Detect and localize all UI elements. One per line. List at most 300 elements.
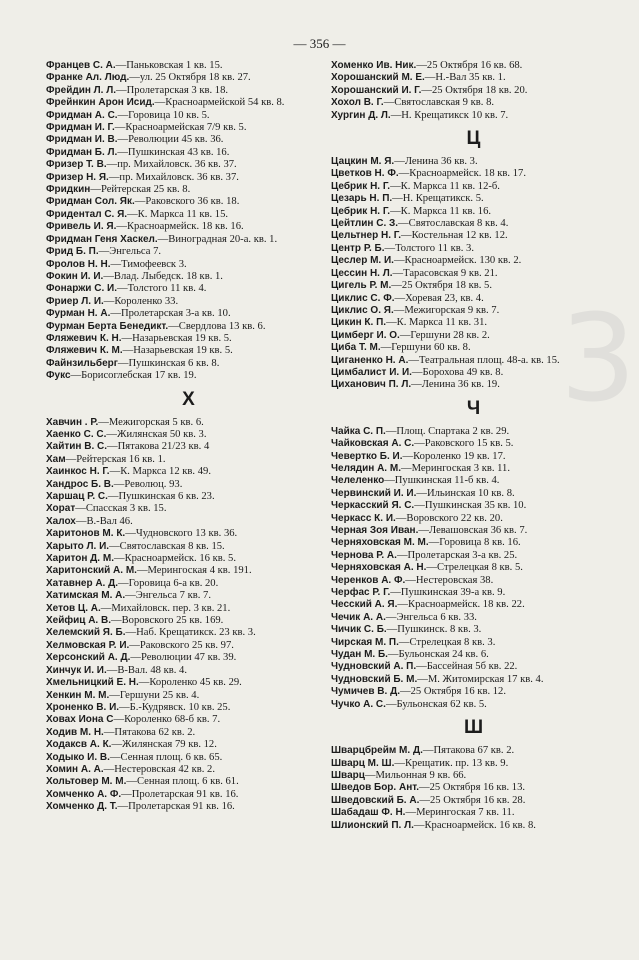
entry-name: Фризер Т. В. <box>46 159 107 171</box>
entry-address: —Раковского 25 кв. 97. <box>129 639 234 651</box>
entry-address: —Пушкинская 11-б кв. 4. <box>384 475 500 487</box>
directory-entry <box>46 122 331 134</box>
entry-name: Чайковская А. С. <box>331 438 415 450</box>
directory-entry <box>331 612 616 624</box>
entry-address: —Раковского 15 кв. 5. <box>414 438 514 450</box>
directory-entry <box>46 441 331 453</box>
entry-address: —Б.-Кудрявск. 10 кв. 25. <box>119 701 231 713</box>
entry-address: —Мильонная 9 кв. 66. <box>364 769 467 781</box>
entry-name: Цейтлин С. З. <box>331 218 399 230</box>
entry-name: Чудновский Б. М. <box>331 673 418 685</box>
directory-entry <box>331 206 616 218</box>
watermark-mark: 3 <box>560 290 637 429</box>
directory-entry <box>331 243 616 255</box>
entry-address: —Борохова 49 кв. 8. <box>411 366 504 378</box>
entry-address: —Н. Крещатикск. 5. <box>392 193 484 205</box>
entry-name: Черняховская А. Н. <box>331 562 427 574</box>
entry-address: —Пятакова 67 кв. 2. <box>422 745 515 757</box>
entry-name: Фридман Б. Л. <box>46 146 118 158</box>
entry-address: —Красноармейская 7/9 кв. 5. <box>114 122 247 134</box>
entry-address: —Энгельса 7 кв. 7. <box>125 590 211 602</box>
directory-entry <box>331 60 616 72</box>
entry-address: —Тимофеевск 3. <box>110 258 187 270</box>
entry-address: —Мерингоская 7 кв. 11. <box>405 807 515 819</box>
directory-entry <box>46 789 331 801</box>
entry-address: —Пятакова 21/23 кв. 4 <box>107 441 210 453</box>
directory-entry <box>331 293 616 305</box>
directory-entry <box>46 690 331 702</box>
entry-address: —Жилянская 79 кв. 12. <box>111 739 217 751</box>
entry-address: —Воровского 25 кв. 169. <box>110 615 224 627</box>
directory-entry <box>331 699 616 711</box>
entry-address: —Святославская 8 кв. 4. <box>398 218 509 230</box>
entry-name: Хомченко А. Ф. <box>46 788 122 800</box>
directory-entry <box>46 159 331 171</box>
entry-address: —Пушкинская 43 кв. 16. <box>117 146 230 158</box>
directory-entry <box>331 367 616 379</box>
directory-entry <box>46 417 331 429</box>
directory-entry <box>46 358 331 370</box>
directory-entry <box>46 321 331 333</box>
entry-name: Хольтовер М. М. <box>46 776 127 788</box>
entry-name: Фурман Н. А. <box>46 308 111 320</box>
entry-name: Чернова Р. А. <box>331 549 397 561</box>
directory-entry <box>331 587 616 599</box>
entry-address: —Толстого 11 кв. 3. <box>384 242 474 254</box>
entry-address: —В.-Вал 46. <box>75 515 133 527</box>
entry-address: —Н.-Вал 35 кв. 1. <box>424 72 506 84</box>
entry-name: Херсонский А. Д. <box>46 652 131 664</box>
directory-entry <box>331 317 616 329</box>
directory-entry <box>46 72 331 84</box>
directory-entry <box>331 513 616 525</box>
entry-name: Хам <box>46 453 66 465</box>
entry-address: —Горовица 8 кв. 16. <box>428 537 521 549</box>
directory-entry <box>46 739 331 751</box>
directory-entry <box>331 463 616 475</box>
entry-address: —Крещатик. пр. 13 кв. 9. <box>394 757 509 769</box>
entry-name: Чучко А. С. <box>331 698 386 710</box>
entry-address: —М. Житомирская 17 кв. 4. <box>417 673 544 685</box>
directory-entry <box>46 97 331 109</box>
directory-entry <box>331 525 616 537</box>
directory-entry <box>331 110 616 122</box>
entry-name: Фривель И. Я. <box>46 221 117 233</box>
entry-address: —К. Маркса 12 кв. 49. <box>109 466 211 478</box>
entry-name: Шведов Бор. Ант. <box>331 782 420 794</box>
entry-name: Шабадаш Ф. Н. <box>331 807 406 819</box>
entry-address: —Виноградная 20-а. кв. 1. <box>157 233 278 245</box>
entry-address: —Бульонская 24 кв. 6. <box>387 649 489 661</box>
directory-entry <box>46 665 331 677</box>
entry-name: Цельтнер Н. Г. <box>331 230 401 242</box>
entry-address: —Толстого 11 кв. 4. <box>116 283 207 295</box>
directory-entry <box>331 562 616 574</box>
directory-entry <box>46 246 331 258</box>
directory-entry <box>331 156 616 168</box>
entry-name: Хайтин В. С. <box>46 441 108 453</box>
directory-entry <box>46 764 331 776</box>
entry-address: —пр. Михайловск. 36 кв. 37. <box>108 171 239 183</box>
directory-entry <box>331 488 616 500</box>
entry-name: Фрид Б. П. <box>46 246 99 258</box>
entry-name: Циганенко Н. А. <box>331 354 409 366</box>
entry-name: Фридман А. С. <box>46 109 118 121</box>
page-number: — 356 — <box>293 36 346 51</box>
directory-entry <box>331 268 616 280</box>
entry-address: —Площ. Спартака 2 кв. 29. <box>385 425 510 437</box>
entry-name: Фокин И. И. <box>46 270 104 282</box>
entry-name: Цацкин М. Я. <box>331 156 395 168</box>
entry-address: —К. Маркса 11 кв. 31. <box>386 317 488 329</box>
directory-entry <box>331 280 616 292</box>
entry-name: Фридкин <box>46 184 91 196</box>
directory-entry <box>46 345 331 357</box>
directory-entry <box>331 193 616 205</box>
directory-entry <box>46 147 331 159</box>
entry-address: —Хоревая 23, кв. 4. <box>394 292 484 304</box>
directory-entry <box>46 85 331 97</box>
entry-name: Фридман И. Г. <box>46 122 115 134</box>
entry-address: —Тарасовская 9 кв. 21. <box>392 267 498 279</box>
entry-name: Фридман Сол. Як. <box>46 196 135 208</box>
entry-address: —Бульонская 62 кв. 5. <box>385 698 487 710</box>
entry-address: —Пушкинская 6 кв. 8. <box>117 357 220 369</box>
entry-address: —пр. Михайловск. 36 кв. 37. <box>106 159 237 171</box>
entry-address: —Красноармейск. 18 кв. 22. <box>397 599 525 611</box>
directory-entry <box>46 565 331 577</box>
directory-entry <box>46 727 331 739</box>
entry-address: —Борисоглебская 17 кв. 19. <box>70 370 197 382</box>
entry-name: Цеслер М. И. <box>331 255 394 267</box>
entry-name: Фрейдин Л. Л. <box>46 84 117 96</box>
directory-entry <box>46 640 331 652</box>
entry-name: Хелмовская Р. И. <box>46 639 130 651</box>
entry-name: Шварц <box>331 769 365 781</box>
entry-name: Хетов Ц. А. <box>46 602 101 614</box>
entry-name: Чечик А. А. <box>331 611 386 623</box>
entry-name: Фляжевич К. Н. <box>46 332 122 344</box>
entry-address: —Энгельса 7. <box>98 246 162 258</box>
entry-address: —Пушкинск. 8 кв. 3. <box>386 624 482 636</box>
directory-entry <box>331 379 616 391</box>
directory-entry <box>46 776 331 788</box>
entry-name: Черенков А. Ф. <box>331 574 406 586</box>
entry-name: Чесский А. Я. <box>331 599 398 611</box>
entry-name: Черкасский Я. С. <box>331 500 415 512</box>
entry-address: —Стрелецкая 8 кв. 5. <box>426 562 523 574</box>
directory-entry <box>331 438 616 450</box>
entry-address: —Ильинская 10 кв. 8. <box>416 487 515 499</box>
entry-address: —Ленина 36 кв. 3. <box>394 156 478 168</box>
directory-entry <box>331 537 616 549</box>
entry-address: —Мерингоская 3 кв. 11. <box>400 462 510 474</box>
directory-entry <box>46 503 331 515</box>
entry-address: —Гершуни 60 кв. 8. <box>380 342 471 354</box>
entry-name: Фонаржи С. И. <box>46 283 117 295</box>
directory-entry <box>331 807 616 819</box>
entry-address: —Нестеровская 38. <box>405 574 494 586</box>
entry-name: Хаинкос Н. Г. <box>46 466 110 478</box>
entry-address: —Мерингоская 4 кв. 191. <box>136 565 252 577</box>
entry-name: Циба Т. М. <box>331 342 381 354</box>
entry-address: —Раковского 36 кв. 18. <box>134 196 240 208</box>
directory-entry <box>331 661 616 673</box>
entry-address: —Назарьевская 19 кв. 5. <box>122 345 233 357</box>
entry-address: —Рейтерская 25 кв. 8. <box>90 184 191 196</box>
right-column <box>331 60 616 832</box>
entry-address: —Святославская 8 кв. 15. <box>109 540 225 552</box>
entry-address: —Н. Крещатикск 10 кв. 7. <box>390 109 509 121</box>
entry-name: Цимберг И. О. <box>331 329 400 341</box>
entry-name: Шварцбрейм М. Д. <box>331 745 423 757</box>
entry-address: —Пролетарская 3 кв. 18. <box>116 84 229 96</box>
entry-address: —Сенная площ. 6 кв. 65. <box>109 751 223 763</box>
directory-entry <box>331 674 616 686</box>
entry-name: Цебрик Н. Г. <box>331 205 391 217</box>
entry-address: —Гершуни 28 кв. 2. <box>399 329 490 341</box>
entry-name: Чирская М. П. <box>331 636 399 648</box>
entry-name: Хургин Д. Л. <box>331 109 391 121</box>
entry-name: Хмельницкий Е. Н. <box>46 677 139 689</box>
entry-name: Шлионский П. Л. <box>331 819 414 831</box>
entry-name: Хорат <box>46 503 76 515</box>
directory-entry <box>331 85 616 97</box>
entry-name: Черная Зоя Иван. <box>331 525 419 536</box>
entry-address: —Михайловск. пер. 3 кв. 21. <box>100 602 231 614</box>
directory-entry <box>46 60 331 72</box>
entry-name: Ходив М. Н. <box>46 726 104 738</box>
entry-address: —К. Маркса 11 кв. 12-б. <box>390 180 500 192</box>
entry-address: —Короленко 45 кв. 29. <box>138 677 242 689</box>
entry-name: Хомченко Д. Т. <box>46 801 118 813</box>
entry-address: —Горовица 6-а кв. 20. <box>118 577 219 589</box>
directory-entry <box>46 491 331 503</box>
entry-name: Фурман Берта Бенедикт. <box>46 320 169 332</box>
entry-address: —Короленко 33. <box>103 295 179 307</box>
entry-address: —Красноармейск. 16 кв. 5. <box>113 553 236 565</box>
entry-address: —Красноармейск. 18 кв. 16. <box>116 221 244 233</box>
entry-name: Чудновский А. П. <box>331 661 417 673</box>
entry-name: Цессин Н. Л. <box>331 267 393 279</box>
entry-address: —Красноармейской 54 кв. 8. <box>154 97 285 109</box>
directory-entry <box>46 283 331 295</box>
entry-address: —Театральная площ. 48-а. кв. 15. <box>408 354 560 366</box>
directory-entry <box>46 528 331 540</box>
directory-entry <box>46 259 331 271</box>
entry-name: Фляжевич К. М. <box>46 345 123 357</box>
entry-address: —К. Маркса 11 кв. 15. <box>127 208 229 220</box>
entry-address: —Энгельса 6 кв. 33. <box>385 611 477 623</box>
entry-address: —Паньковская 1 кв. 15. <box>115 60 223 71</box>
directory-entry <box>46 466 331 478</box>
entry-address: —Красноармейск. 16 кв. 8. <box>413 819 536 831</box>
entry-name: Хохол В. Г. <box>331 97 384 109</box>
directory-entry <box>46 209 331 221</box>
section-letter: Ш <box>463 717 484 739</box>
section-letter: Х <box>182 388 195 410</box>
directory-entry <box>331 451 616 463</box>
entry-address: —Ленина 36 кв. 19. <box>411 379 500 391</box>
directory-entry <box>46 454 331 466</box>
entry-name: Фриер Л. И. <box>46 295 104 307</box>
directory-entry <box>331 500 616 512</box>
entry-name: Черфас Р. Г. <box>331 587 391 599</box>
entry-name: Цигель Р. М. <box>331 280 392 292</box>
directory-entry <box>331 355 616 367</box>
directory-entry <box>331 305 616 317</box>
directory-entry <box>331 168 616 180</box>
entry-address: —Бассейная 5б кв. 22. <box>416 661 518 673</box>
entry-name: Цветков Н. Ф. <box>331 168 399 180</box>
entry-name: Хаенко С. С. <box>46 428 107 440</box>
entry-name: Чудан М. Б. <box>331 649 388 661</box>
entry-address: —25 Октября 16 кв. 28. <box>419 794 526 806</box>
left-column <box>46 60 331 814</box>
entry-name: Хандрос Б. В. <box>46 478 114 490</box>
entry-address: —Пролетарская 91 кв. 16. <box>121 788 239 800</box>
entry-name: Халох <box>46 515 76 527</box>
entry-name: Ховах Иона С <box>46 714 114 726</box>
entry-name: Цезарь Н. П. <box>331 193 393 205</box>
entry-address: —Святославская 9 кв. 8. <box>383 97 495 109</box>
entry-name: Фридман И. В. <box>46 134 118 146</box>
directory-entry <box>46 541 331 553</box>
directory-entry <box>46 221 331 233</box>
entry-address: —25 Октября 16 кв. 13. <box>419 782 526 794</box>
directory-entry <box>331 575 616 587</box>
entry-address: —25 Октября 18 кв. 5. <box>391 280 492 292</box>
directory-entry <box>46 110 331 122</box>
entry-name: Хатавнер А. Д. <box>46 577 119 589</box>
directory-entry <box>46 271 331 283</box>
entry-address: —Горовица 10 кв. 5. <box>117 109 210 121</box>
directory-entry <box>331 475 616 487</box>
entry-name: Цебрик Н. Г. <box>331 180 391 192</box>
entry-name: Чичик С. Б. <box>331 624 387 636</box>
entry-name: Хроненко В. И. <box>46 701 120 713</box>
entry-address: —Чудновского 13 кв. 36. <box>125 528 238 540</box>
entry-address: —Революции 47 кв. 39. <box>130 652 237 664</box>
directory-entry <box>331 758 616 770</box>
entry-address: —Костельная 12 кв. 12. <box>400 230 508 242</box>
entry-address: —Пушкинская 35 кв. 10. <box>414 500 527 512</box>
entry-address: —Гершуни 25 кв. 4. <box>109 689 200 701</box>
entry-name: Циханович П. Л. <box>331 379 412 391</box>
entry-name: Хинчук И. И. <box>46 664 107 676</box>
entry-name: Хейфиц А. В. <box>46 615 111 627</box>
entry-name: Червинский И. И. <box>331 487 417 499</box>
directory-entry <box>46 615 331 627</box>
entry-address: —Жилянская 50 кв. 3. <box>106 428 207 440</box>
entry-address: —К. Маркса 11 кв. 16. <box>390 205 492 217</box>
entry-name: Цимбалист И. И. <box>331 366 412 378</box>
directory-entry <box>46 429 331 441</box>
directory-entry <box>46 184 331 196</box>
entry-name: Центр Р. Б. <box>331 242 385 254</box>
directory-entry <box>331 782 616 794</box>
entry-name: Хелемский Я. Б. <box>46 627 126 639</box>
entry-name: Харитонов М. К. <box>46 528 126 540</box>
directory-entry <box>331 770 616 782</box>
entry-name: Фридман Геня Хаскел. <box>46 233 158 245</box>
entry-name: Фрейнкин Арон Исид. <box>46 97 155 109</box>
entry-name: Циклис С. Ф. <box>331 292 395 304</box>
entry-address: —Назарьевская 19 кв. 5. <box>121 332 232 344</box>
directory-entry <box>331 550 616 562</box>
directory-entry <box>331 330 616 342</box>
directory-entry <box>331 637 616 649</box>
entry-address: —Пролетарская 3-а кв. 25. <box>396 549 518 561</box>
directory-entry <box>331 745 616 757</box>
entry-name: Челядин А. М. <box>331 462 401 474</box>
directory-entry <box>331 599 616 611</box>
directory-entry <box>46 134 331 146</box>
entry-name: Харшац Р. С. <box>46 491 108 502</box>
directory-entry <box>46 702 331 714</box>
entry-name: Фридентал С. Я. <box>46 208 128 220</box>
entry-name: Челеленко <box>331 475 385 487</box>
entry-address: —Межигорская 9 кв. 7. <box>393 304 500 316</box>
entry-address: —25 Октября 16 кв. 12. <box>399 686 506 698</box>
directory-entry <box>46 652 331 664</box>
entry-address: —Пушкинская 39-а кв. 9. <box>390 587 506 599</box>
entry-address: —ул. 25 Октября 18 кв. 27. <box>129 72 251 84</box>
entry-name: Шведовский Б. А. <box>331 794 420 806</box>
directory-entry <box>331 255 616 267</box>
directory-entry <box>46 516 331 528</box>
entry-name: Хенкин М. М. <box>46 689 110 701</box>
entry-address: —Рейтерская 16 кв. 1. <box>65 453 166 465</box>
entry-name: Циклис О. Я. <box>331 304 394 316</box>
entry-name: Франке Ал. Люд. <box>46 72 130 84</box>
entry-address: —Воровского 22 кв. 20. <box>395 512 503 524</box>
directory-entry <box>46 578 331 590</box>
directory-entry <box>46 308 331 320</box>
directory-entry <box>46 603 331 615</box>
entry-name: Харыто Л. И. <box>46 540 110 552</box>
directory-entry <box>46 590 331 602</box>
directory-entry <box>331 218 616 230</box>
directory-entry <box>46 553 331 565</box>
entry-address: —В-Вал. 48 кв. 4. <box>106 664 187 676</box>
entry-address: —Нестеровская 42 кв. 2. <box>103 763 215 775</box>
entry-address: —Революции 45 кв. 36. <box>117 134 224 146</box>
entry-address: —Спасская 3 кв. 15. <box>75 503 167 515</box>
entry-address: —Пролетарская 3-а кв. 10. <box>110 308 231 320</box>
directory-entry <box>331 426 616 438</box>
section-letter: Ч <box>466 397 481 419</box>
entry-address: —Красноармейск. 18 кв. 17. <box>398 168 526 180</box>
directory-entry <box>331 97 616 109</box>
entry-address: —Короленко 19 кв. 17. <box>402 450 506 462</box>
directory-entry <box>331 624 616 636</box>
entry-address: —Межигорская 5 кв. 6. <box>98 416 204 428</box>
entry-name: Черкасс К. И. <box>331 512 396 524</box>
entry-name: Фролов Н. Н. <box>46 258 111 270</box>
entry-name: Хорошанский М. Е. <box>331 72 425 84</box>
entry-address: —25 Октября 16 кв. 68. <box>416 60 523 71</box>
directory-entry <box>46 234 331 246</box>
entry-name: Файнзильберг <box>46 357 118 369</box>
directory-entry <box>331 342 616 354</box>
directory-entry <box>46 172 331 184</box>
directory-entry <box>46 479 331 491</box>
entry-address: —Наб. Крещатикск. 23 кв. 3. <box>125 627 256 639</box>
entry-address: —Короленко 68-б кв. 7. <box>113 714 221 726</box>
entry-address: —Сенная площ. 6 кв. 61. <box>126 776 239 788</box>
entry-address: —Влад. Лыбедск. 18 кв. 1. <box>103 270 223 282</box>
